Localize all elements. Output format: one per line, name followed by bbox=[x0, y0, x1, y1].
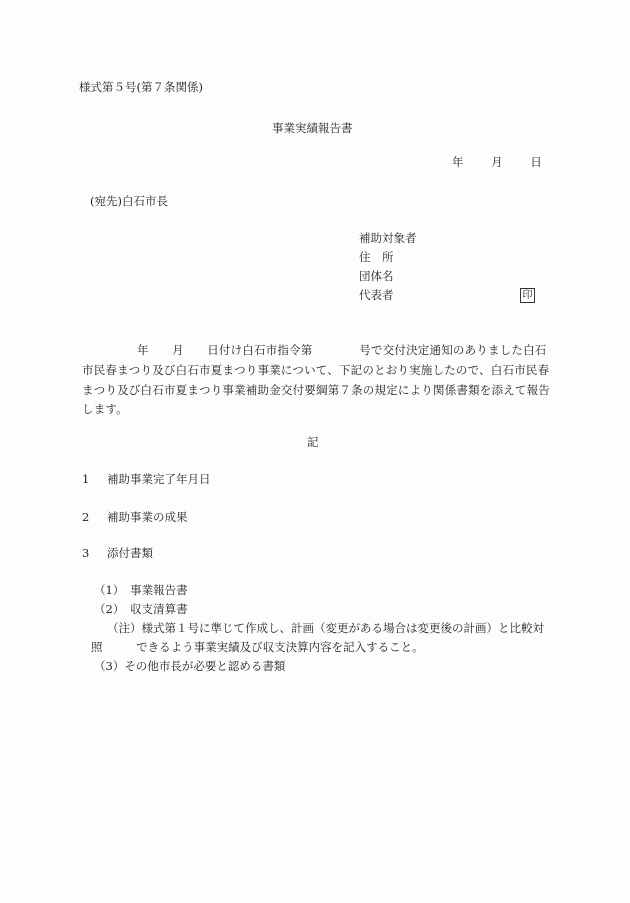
attachment-note-line2 bbox=[91, 642, 424, 654]
record-item bbox=[82, 474, 210, 486]
date-line bbox=[452, 157, 542, 169]
applicant-heading: 補助対象者 bbox=[359, 231, 417, 245]
item-number: 1 bbox=[82, 472, 90, 486]
item-label: 補助事業完了年月日 bbox=[106, 472, 211, 486]
body-paragraph bbox=[82, 341, 552, 420]
body-line: まつり及び白石市夏まつり事業補助金交付要綱第７条の規定により関係書類を添えて報告 bbox=[82, 382, 550, 397]
addressee: (宛先)白石市長 bbox=[90, 194, 168, 208]
form-number: 様式第５号(第７条関係) bbox=[79, 80, 203, 94]
body-line: します。 bbox=[82, 402, 128, 417]
item-label: 添付書類 bbox=[106, 546, 153, 560]
address-label: 住 所 bbox=[359, 250, 394, 264]
note-text: できるよう事業実績及び収支決算内容を記入すること。 bbox=[136, 640, 424, 654]
item-number: 3 bbox=[82, 546, 90, 560]
item-number: 2 bbox=[82, 510, 90, 524]
seal-icon: 印 bbox=[520, 288, 535, 303]
seal-mark bbox=[520, 288, 535, 303]
item-label: 補助事業の成果 bbox=[106, 510, 188, 524]
date-month: 月 bbox=[491, 155, 503, 169]
note-prefix: 照 bbox=[91, 640, 103, 654]
attachment-item: （1） 事業報告書 bbox=[94, 583, 188, 597]
date-day: 日 bbox=[530, 155, 542, 169]
organization-label: 団体名 bbox=[359, 269, 394, 283]
document-title: 事業実績報告書 bbox=[272, 121, 353, 135]
attachment-item: （2） 収支清算書 bbox=[94, 602, 188, 616]
representative-label: 代表者 bbox=[359, 288, 394, 302]
record-item bbox=[82, 548, 153, 560]
attachment-item: （3）その他市長が必要と認める書類 bbox=[94, 659, 286, 673]
body-line: 年 月 日付け白石市指令第 号で交付決定通知のありました白石 bbox=[137, 343, 547, 357]
record-heading: 記 bbox=[307, 435, 319, 449]
body-line: 市民春まつり及び白石市夏まつり事業について、下記のとおり実施したので、白石市民春 bbox=[82, 362, 550, 377]
record-item bbox=[82, 512, 187, 524]
date-year: 年 bbox=[452, 155, 464, 169]
attachment-note-line1: （注）様式第１号に準じて作成し、計画（変更がある場合は変更後の計画）と比較対 bbox=[107, 621, 544, 635]
